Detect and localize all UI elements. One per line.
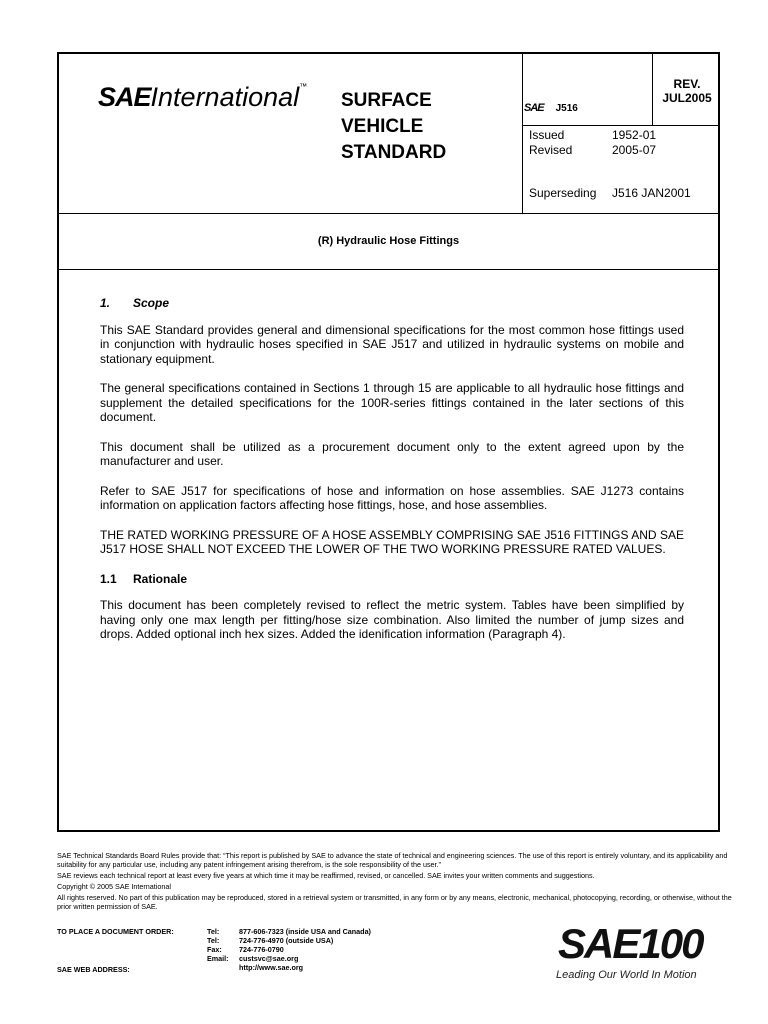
paragraph: This document has been completely revised to reflect the metric system. Tables have been simplified by having only one max length per fitting/hose size combination. Also limited the number of jump sizes and drops. Added optional inch hex sizes. Added the idenification information (Paragraph 4). [100,598,684,641]
document-title: (R) Hydraulic Hose Fittings [317,235,460,247]
superseding-label: Superseding [529,186,597,200]
rights-notice: All rights reserved. No part of this publication may be reproduced, stored in a retrieval system or transmitted, in any form or by any means, electronic, mechanical, photocopying, recording, or otherwise, without the prior written permission of SAE. [57,893,732,911]
standard-type: SURFACE VEHICLE STANDARD [341,90,447,163]
sae-100-logo [556,916,726,986]
contact-key: Fax: [207,945,222,954]
contact-key [207,963,239,972]
small-sae-logo: SAE [524,102,544,114]
paragraph: Refer to SAE J517 for specifications of hose and information on hose assemblies. SAE J1273 contains information on application factors affecting hose fittings, hose, and hose assemblies. [100,483,684,512]
revised-label: Revised [529,143,573,157]
contact-value: custsvc@sae.org [239,954,299,963]
order-label: TO PLACE A DOCUMENT ORDER: [57,927,174,936]
copyright-notice: Copyright © 2005 SAE International [57,881,171,891]
sae-100-wordmark: SAE100 [558,920,703,967]
paragraph: This document shall be utilized as a procurement document only to the extent agreed upon by the manufacturer and user. [100,439,684,468]
rev-underline [522,125,720,126]
contact-key: Email: [207,954,229,963]
issued-value: 1952-01 [612,128,657,142]
paragraph: The general specifications contained in Sections 1 through 15 are applicable to all hydraulic hose fittings and supplement the detailed specifications for the 100R-series fittings contained in the later sections of this document. [100,381,684,424]
footer-notices [57,852,747,914]
document-body [100,296,684,657]
contact-value: 877-606-7323 (inside USA and Canada) [239,927,371,936]
web-address-link: http://www.sae.org [239,963,304,972]
trademark-mark: ™ [299,82,308,91]
logo-sae-text: SAE [98,82,151,112]
section-1-1-heading [100,572,684,587]
rev-date: JUL2005 [662,91,712,105]
rev-label: REV. [673,77,701,91]
contact-value: 724-776-0790 [239,945,284,954]
sae-tagline: Leading Our World In Motion [556,969,697,981]
rules-notice: SAE Technical Standards Board Rules provide that: “This report is published by SAE to advance the state of technical and engineering sciences. The use of this report is entirely voluntary, and its applicability and suitability for any particular use, including any patent infringement arising therefrom, is the sole responsibility of the user.” [57,851,728,869]
contact-list [207,927,427,972]
revision-box [654,77,720,105]
web-address-label: SAE WEB ADDRESS: [57,965,130,974]
contact-key: Tel: [207,936,220,945]
header-divider [522,52,523,214]
document-number [524,102,578,114]
superseding-value: J516 JAN2001 [612,186,691,200]
header-bottom-rule [57,213,720,214]
section-number: 1.1 [100,571,117,586]
contact-value: 724-776-4970 (outside USA) [239,936,334,945]
sae-international-logo [98,82,307,113]
superseding [529,186,691,200]
revised-value: 2005-07 [612,143,657,157]
paragraph: THE RATED WORKING PRESSURE OF A HOSE ASSEMBLY COMPRISING SAE J516 FITTINGS AND SAE J517 HOSE SHALL NOT EXCEED THE LOWER OF THE TWO WORKING PRESSURE RATED VALUES. [100,527,684,556]
title-bottom-rule [57,269,720,270]
doc-number-text: J516 [555,103,578,114]
issued-label: Issued [529,128,565,142]
section-title: Rationale [133,571,188,586]
logo-international-text: International [150,82,300,112]
rev-divider [652,52,653,126]
section-1-heading [100,296,684,311]
section-number: 1. [100,296,111,310]
review-notice: SAE reviews each technical report at least every five years at which time it may be reaffirmed, revised, or cancelled. SAE invites your written comments and suggestions. [57,870,595,880]
paragraph: This SAE Standard provides general and dimensional specifications for the most common hose fittings used in conjunction with hydraulic hoses specified in SAE J517 and utilized in hydraulic systems on mobile and stationary equipment. [100,322,684,366]
contact-key: Tel: [207,927,220,936]
section-title: Scope [133,296,170,310]
issue-dates [529,128,656,158]
